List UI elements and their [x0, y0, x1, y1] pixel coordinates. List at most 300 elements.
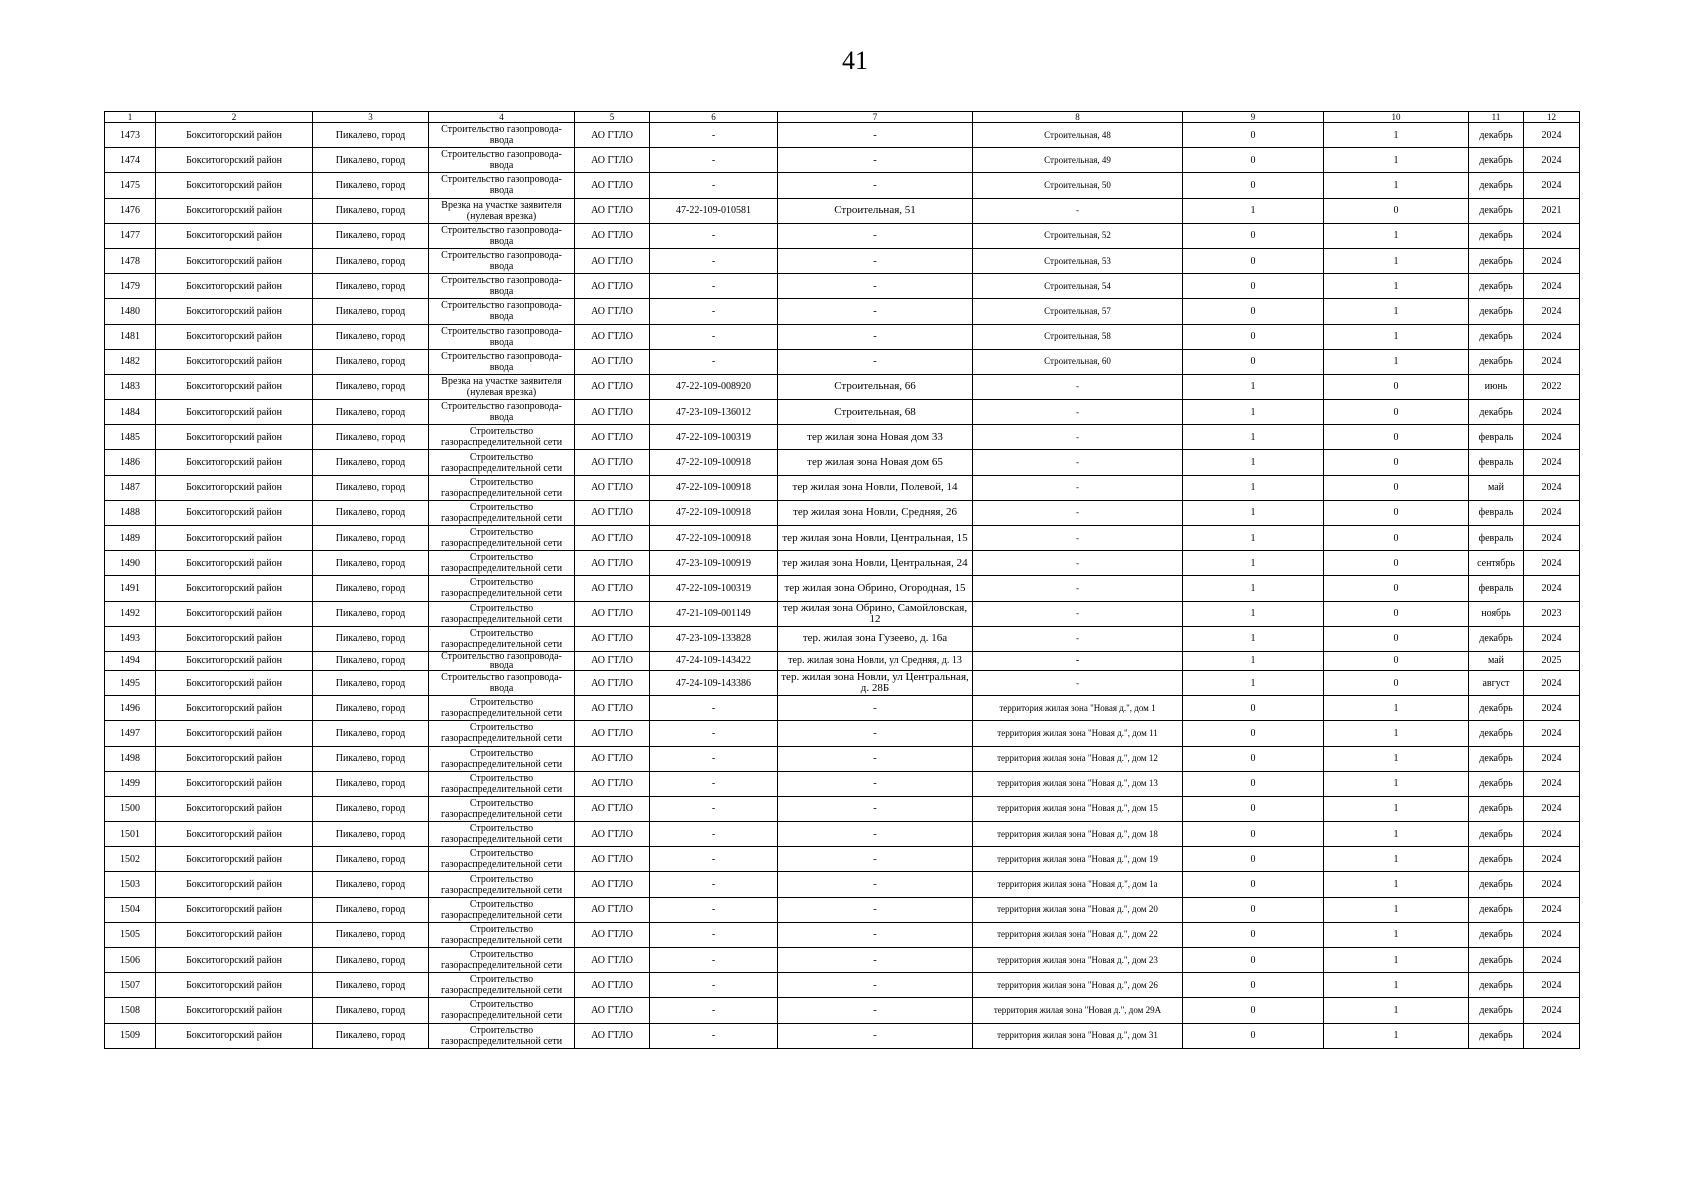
col-cadastral: 47-23-109-133828: [650, 626, 778, 651]
col-district: Бокситогорский район: [156, 576, 313, 601]
col-year: 2024: [1524, 248, 1580, 273]
col-count-b: 0: [1324, 450, 1469, 475]
col-address: -: [778, 324, 973, 349]
col-number: 1485: [105, 425, 156, 450]
col-district: Бокситогорский район: [156, 551, 313, 576]
header-row: [105, 112, 1580, 123]
col-organization: АО ГТЛО: [575, 526, 650, 551]
table-row: [105, 847, 1580, 872]
col-cadastral: 47-22-109-100918: [650, 475, 778, 500]
col-count-a: 0: [1183, 796, 1324, 821]
col-work-type: Строительство газораспределительной сети: [429, 847, 575, 872]
col-address: тер жилая зона Новая дом 65: [778, 450, 973, 475]
col-district: Бокситогорский район: [156, 973, 313, 998]
table-row: [105, 721, 1580, 746]
col-address-new: Строительная, 54: [973, 274, 1183, 299]
col-address: -: [778, 148, 973, 173]
table-row: [105, 601, 1580, 626]
col-district: Бокситогорский район: [156, 274, 313, 299]
col-count-b: 1: [1324, 721, 1469, 746]
col-count-a: 0: [1183, 973, 1324, 998]
col-year: 2024: [1524, 973, 1580, 998]
table-row: [105, 299, 1580, 324]
header-cell-11: 11: [1469, 112, 1524, 123]
col-month: декабрь: [1469, 324, 1524, 349]
col-count-b: 1: [1324, 1023, 1469, 1048]
table-row: [105, 651, 1580, 670]
col-month: август: [1469, 670, 1524, 695]
col-month: июнь: [1469, 374, 1524, 399]
col-work-type: Строительство газораспределительной сети: [429, 696, 575, 721]
col-address-new: территория жилая зона "Новая д.", дом 1а: [973, 872, 1183, 897]
col-work-type: Строительство газопровода-ввода: [429, 173, 575, 198]
col-number: 1505: [105, 922, 156, 947]
col-work-type: Строительство газораспределительной сети: [429, 475, 575, 500]
col-settlement: Пикалево, город: [313, 922, 429, 947]
col-settlement: Пикалево, город: [313, 349, 429, 374]
col-organization: АО ГТЛО: [575, 274, 650, 299]
col-year: 2024: [1524, 400, 1580, 425]
col-address-new: -: [973, 374, 1183, 399]
col-address: -: [778, 822, 973, 847]
col-count-b: 1: [1324, 872, 1469, 897]
col-number: 1494: [105, 651, 156, 670]
col-address-new: -: [973, 475, 1183, 500]
col-count-b: 1: [1324, 771, 1469, 796]
col-number: 1490: [105, 551, 156, 576]
col-count-a: 0: [1183, 746, 1324, 771]
table-row: [105, 626, 1580, 651]
col-address-new: -: [973, 198, 1183, 223]
col-organization: АО ГТЛО: [575, 651, 650, 670]
col-year: 2024: [1524, 526, 1580, 551]
col-number: 1487: [105, 475, 156, 500]
col-organization: АО ГТЛО: [575, 948, 650, 973]
header-cell-5: 5: [575, 112, 650, 123]
col-address: -: [778, 123, 973, 148]
col-settlement: Пикалево, город: [313, 324, 429, 349]
col-settlement: Пикалево, город: [313, 374, 429, 399]
col-district: Бокситогорский район: [156, 198, 313, 223]
header-cell-10: 10: [1324, 112, 1469, 123]
col-work-type: Строительство газораспределительной сети: [429, 500, 575, 525]
col-month: декабрь: [1469, 746, 1524, 771]
col-year: 2025: [1524, 651, 1580, 670]
col-count-a: 0: [1183, 948, 1324, 973]
col-work-type: Строительство газораспределительной сети: [429, 973, 575, 998]
col-district: Бокситогорский район: [156, 746, 313, 771]
col-number: 1474: [105, 148, 156, 173]
col-count-a: 0: [1183, 349, 1324, 374]
table-row: [105, 123, 1580, 148]
col-count-a: 0: [1183, 173, 1324, 198]
col-count-a: 0: [1183, 771, 1324, 796]
col-organization: АО ГТЛО: [575, 696, 650, 721]
table-row: [105, 746, 1580, 771]
col-district: Бокситогорский район: [156, 796, 313, 821]
col-year: 2023: [1524, 601, 1580, 626]
col-count-a: 1: [1183, 374, 1324, 399]
col-month: декабрь: [1469, 771, 1524, 796]
col-organization: АО ГТЛО: [575, 1023, 650, 1048]
col-work-type: Строительство газопровода-ввода: [429, 670, 575, 695]
col-address: -: [778, 299, 973, 324]
col-year: 2024: [1524, 148, 1580, 173]
col-year: 2024: [1524, 349, 1580, 374]
col-address: -: [778, 948, 973, 973]
col-organization: АО ГТЛО: [575, 626, 650, 651]
col-address: -: [778, 922, 973, 947]
col-work-type: Строительство газораспределительной сети: [429, 721, 575, 746]
col-cadastral: -: [650, 922, 778, 947]
col-address-new: Строительная, 58: [973, 324, 1183, 349]
col-district: Бокситогорский район: [156, 173, 313, 198]
col-address: тер жилая зона Новли, Средняя, 26: [778, 500, 973, 525]
col-number: 1509: [105, 1023, 156, 1048]
col-district: Бокситогорский район: [156, 425, 313, 450]
col-district: Бокситогорский район: [156, 771, 313, 796]
col-district: Бокситогорский район: [156, 299, 313, 324]
col-address-new: территория жилая зона "Новая д.", дом 1: [973, 696, 1183, 721]
col-number: 1496: [105, 696, 156, 721]
col-address-new: -: [973, 551, 1183, 576]
col-address: тер жилая зона Новли, Центральная, 24: [778, 551, 973, 576]
col-settlement: Пикалево, город: [313, 475, 429, 500]
col-district: Бокситогорский район: [156, 721, 313, 746]
col-settlement: Пикалево, город: [313, 400, 429, 425]
col-year: 2024: [1524, 847, 1580, 872]
col-address-new: территория жилая зона "Новая д.", дом 13: [973, 771, 1183, 796]
col-address-new: Строительная, 52: [973, 223, 1183, 248]
col-month: декабрь: [1469, 922, 1524, 947]
col-address: Строительная, 68: [778, 400, 973, 425]
col-month: декабрь: [1469, 1023, 1524, 1048]
col-district: Бокситогорский район: [156, 148, 313, 173]
col-cadastral: -: [650, 349, 778, 374]
header-cell-12: 12: [1524, 112, 1580, 123]
col-count-a: 0: [1183, 324, 1324, 349]
col-address: -: [778, 721, 973, 746]
col-district: Бокситогорский район: [156, 922, 313, 947]
col-settlement: Пикалево, город: [313, 872, 429, 897]
col-number: 1477: [105, 223, 156, 248]
col-number: 1491: [105, 576, 156, 601]
col-address: -: [778, 872, 973, 897]
col-count-b: 0: [1324, 500, 1469, 525]
table-row: [105, 948, 1580, 973]
col-count-a: 0: [1183, 897, 1324, 922]
col-organization: АО ГТЛО: [575, 148, 650, 173]
col-count-b: 0: [1324, 576, 1469, 601]
col-work-type: Строительство газораспределительной сети: [429, 771, 575, 796]
col-settlement: Пикалево, город: [313, 576, 429, 601]
col-work-type: Строительство газораспределительной сети: [429, 626, 575, 651]
col-district: Бокситогорский район: [156, 526, 313, 551]
col-address: Строительная, 51: [778, 198, 973, 223]
col-count-a: 0: [1183, 148, 1324, 173]
col-settlement: Пикалево, город: [313, 651, 429, 670]
col-district: Бокситогорский район: [156, 998, 313, 1023]
col-address-new: -: [973, 526, 1183, 551]
col-work-type: Строительство газопровода-ввода: [429, 148, 575, 173]
col-year: 2024: [1524, 500, 1580, 525]
table-row: [105, 551, 1580, 576]
col-district: Бокситогорский район: [156, 897, 313, 922]
col-address-new: территория жилая зона "Новая д.", дом 11: [973, 721, 1183, 746]
col-year: 2024: [1524, 1023, 1580, 1048]
col-work-type: Строительство газопровода-ввода: [429, 299, 575, 324]
data-table: [104, 111, 1580, 1049]
col-district: Бокситогорский район: [156, 500, 313, 525]
col-settlement: Пикалево, город: [313, 696, 429, 721]
col-organization: АО ГТЛО: [575, 450, 650, 475]
col-cadastral: -: [650, 274, 778, 299]
col-settlement: Пикалево, город: [313, 223, 429, 248]
col-year: 2024: [1524, 670, 1580, 695]
col-address: -: [778, 771, 973, 796]
col-cadastral: 47-24-109-143386: [650, 670, 778, 695]
col-month: декабрь: [1469, 897, 1524, 922]
col-number: 1501: [105, 822, 156, 847]
col-settlement: Пикалево, город: [313, 721, 429, 746]
col-count-a: 1: [1183, 475, 1324, 500]
table-row: [105, 922, 1580, 947]
col-count-b: 0: [1324, 670, 1469, 695]
col-count-a: 0: [1183, 248, 1324, 273]
header-cell-3: 3: [313, 112, 429, 123]
col-address-new: территория жилая зона "Новая д.", дом 31: [973, 1023, 1183, 1048]
col-cadastral: -: [650, 771, 778, 796]
col-cadastral: -: [650, 248, 778, 273]
col-year: 2024: [1524, 299, 1580, 324]
col-district: Бокситогорский район: [156, 248, 313, 273]
col-year: 2024: [1524, 922, 1580, 947]
col-count-a: 0: [1183, 721, 1324, 746]
col-work-type: Строительство газораспределительной сети: [429, 450, 575, 475]
table-row: [105, 897, 1580, 922]
col-number: 1475: [105, 173, 156, 198]
col-month: декабрь: [1469, 721, 1524, 746]
col-count-b: 1: [1324, 897, 1469, 922]
col-year: 2024: [1524, 948, 1580, 973]
table-row: [105, 274, 1580, 299]
table-body: [105, 112, 1580, 1049]
col-work-type: Строительство газораспределительной сети: [429, 576, 575, 601]
col-organization: АО ГТЛО: [575, 922, 650, 947]
col-year: 2022: [1524, 374, 1580, 399]
col-month: май: [1469, 475, 1524, 500]
col-count-b: 0: [1324, 425, 1469, 450]
col-count-b: 1: [1324, 248, 1469, 273]
col-count-a: 1: [1183, 670, 1324, 695]
col-count-b: 1: [1324, 696, 1469, 721]
col-count-b: 1: [1324, 274, 1469, 299]
col-organization: АО ГТЛО: [575, 173, 650, 198]
col-settlement: Пикалево, город: [313, 173, 429, 198]
header-cell-6: 6: [650, 112, 778, 123]
col-month: май: [1469, 651, 1524, 670]
col-count-b: 0: [1324, 374, 1469, 399]
col-count-b: 0: [1324, 475, 1469, 500]
col-organization: АО ГТЛО: [575, 601, 650, 626]
col-organization: АО ГТЛО: [575, 425, 650, 450]
col-district: Бокситогорский район: [156, 651, 313, 670]
col-organization: АО ГТЛО: [575, 475, 650, 500]
col-settlement: Пикалево, город: [313, 746, 429, 771]
col-month: декабрь: [1469, 299, 1524, 324]
col-number: 1504: [105, 897, 156, 922]
col-year: 2024: [1524, 721, 1580, 746]
col-count-a: 0: [1183, 223, 1324, 248]
col-year: 2024: [1524, 223, 1580, 248]
col-organization: АО ГТЛО: [575, 576, 650, 601]
col-number: 1497: [105, 721, 156, 746]
col-year: 2024: [1524, 475, 1580, 500]
col-month: декабрь: [1469, 123, 1524, 148]
col-work-type: Строительство газораспределительной сети: [429, 822, 575, 847]
col-work-type: Строительство газораспределительной сети: [429, 998, 575, 1023]
col-address-new: -: [973, 670, 1183, 695]
col-organization: АО ГТЛО: [575, 324, 650, 349]
table-row: [105, 670, 1580, 695]
col-address-new: -: [973, 576, 1183, 601]
col-year: 2024: [1524, 274, 1580, 299]
table-row: [105, 475, 1580, 500]
col-year: 2024: [1524, 324, 1580, 349]
col-count-b: 0: [1324, 651, 1469, 670]
col-organization: АО ГТЛО: [575, 670, 650, 695]
col-address: -: [778, 796, 973, 821]
col-settlement: Пикалево, город: [313, 500, 429, 525]
col-number: 1499: [105, 771, 156, 796]
col-work-type: Строительство газопровода-ввода: [429, 651, 575, 670]
header-cell-2: 2: [156, 112, 313, 123]
col-settlement: Пикалево, город: [313, 299, 429, 324]
col-month: февраль: [1469, 450, 1524, 475]
col-district: Бокситогорский район: [156, 847, 313, 872]
col-organization: АО ГТЛО: [575, 998, 650, 1023]
col-month: декабрь: [1469, 223, 1524, 248]
col-count-a: 0: [1183, 1023, 1324, 1048]
col-work-type: Врезка на участке заявителя (нулевая врезка): [429, 198, 575, 223]
col-cadastral: 47-22-109-100918: [650, 526, 778, 551]
col-organization: АО ГТЛО: [575, 551, 650, 576]
col-month: декабрь: [1469, 998, 1524, 1023]
col-number: 1492: [105, 601, 156, 626]
col-district: Бокситогорский район: [156, 1023, 313, 1048]
col-district: Бокситогорский район: [156, 475, 313, 500]
col-cadastral: -: [650, 324, 778, 349]
table-row: [105, 425, 1580, 450]
col-address: -: [778, 746, 973, 771]
col-organization: АО ГТЛО: [575, 500, 650, 525]
col-address: -: [778, 998, 973, 1023]
col-address-new: Строительная, 57: [973, 299, 1183, 324]
col-cadastral: -: [650, 796, 778, 821]
col-settlement: Пикалево, город: [313, 897, 429, 922]
col-settlement: Пикалево, город: [313, 450, 429, 475]
col-settlement: Пикалево, город: [313, 248, 429, 273]
col-count-b: 0: [1324, 526, 1469, 551]
table-row: [105, 500, 1580, 525]
col-organization: АО ГТЛО: [575, 897, 650, 922]
col-cadastral: -: [650, 721, 778, 746]
col-year: 2024: [1524, 626, 1580, 651]
col-month: декабрь: [1469, 349, 1524, 374]
col-organization: АО ГТЛО: [575, 123, 650, 148]
col-organization: АО ГТЛО: [575, 299, 650, 324]
col-cadastral: -: [650, 973, 778, 998]
col-year: 2024: [1524, 822, 1580, 847]
col-year: 2024: [1524, 425, 1580, 450]
col-month: февраль: [1469, 500, 1524, 525]
col-number: 1506: [105, 948, 156, 973]
col-work-type: Строительство газопровода-ввода: [429, 248, 575, 273]
col-count-a: 1: [1183, 626, 1324, 651]
col-address: тер жилая зона Обрино, Самойловская, 12: [778, 601, 973, 626]
col-count-b: 1: [1324, 922, 1469, 947]
col-year: 2024: [1524, 123, 1580, 148]
col-district: Бокситогорский район: [156, 670, 313, 695]
col-cadastral: -: [650, 746, 778, 771]
col-address-new: Строительная, 60: [973, 349, 1183, 374]
col-cadastral: -: [650, 1023, 778, 1048]
col-year: 2024: [1524, 771, 1580, 796]
col-address-new: -: [973, 425, 1183, 450]
col-work-type: Строительство газораспределительной сети: [429, 746, 575, 771]
col-count-a: 1: [1183, 551, 1324, 576]
col-number: 1498: [105, 746, 156, 771]
header-cell-4: 4: [429, 112, 575, 123]
col-address-new: территория жилая зона "Новая д.", дом 12: [973, 746, 1183, 771]
col-count-a: 1: [1183, 425, 1324, 450]
col-number: 1489: [105, 526, 156, 551]
col-address: тер. жилая зона Новли, ул Средняя, д. 13: [778, 651, 973, 670]
col-address-new: -: [973, 400, 1183, 425]
col-address: -: [778, 696, 973, 721]
col-settlement: Пикалево, город: [313, 771, 429, 796]
col-number: 1481: [105, 324, 156, 349]
col-month: февраль: [1469, 425, 1524, 450]
col-address-new: территория жилая зона "Новая д.", дом 20: [973, 897, 1183, 922]
col-month: декабрь: [1469, 198, 1524, 223]
col-cadastral: -: [650, 299, 778, 324]
col-count-b: 1: [1324, 998, 1469, 1023]
col-month: декабрь: [1469, 173, 1524, 198]
col-number: 1486: [105, 450, 156, 475]
col-work-type: Строительство газораспределительной сети: [429, 948, 575, 973]
table-row: [105, 1023, 1580, 1048]
col-work-type: Строительство газораспределительной сети: [429, 1023, 575, 1048]
col-address-new: Строительная, 48: [973, 123, 1183, 148]
col-work-type: Строительство газораспределительной сети: [429, 551, 575, 576]
col-district: Бокситогорский район: [156, 324, 313, 349]
col-count-a: 0: [1183, 922, 1324, 947]
col-address: тер. жилая зона Гузеево, д. 16а: [778, 626, 973, 651]
col-settlement: Пикалево, город: [313, 626, 429, 651]
col-year: 2024: [1524, 897, 1580, 922]
col-year: 2024: [1524, 796, 1580, 821]
col-month: декабрь: [1469, 948, 1524, 973]
col-address: -: [778, 223, 973, 248]
col-number: 1493: [105, 626, 156, 651]
table-row: [105, 248, 1580, 273]
col-count-b: 0: [1324, 551, 1469, 576]
col-month: декабрь: [1469, 847, 1524, 872]
col-month: сентябрь: [1469, 551, 1524, 576]
col-number: 1483: [105, 374, 156, 399]
col-count-b: 1: [1324, 299, 1469, 324]
